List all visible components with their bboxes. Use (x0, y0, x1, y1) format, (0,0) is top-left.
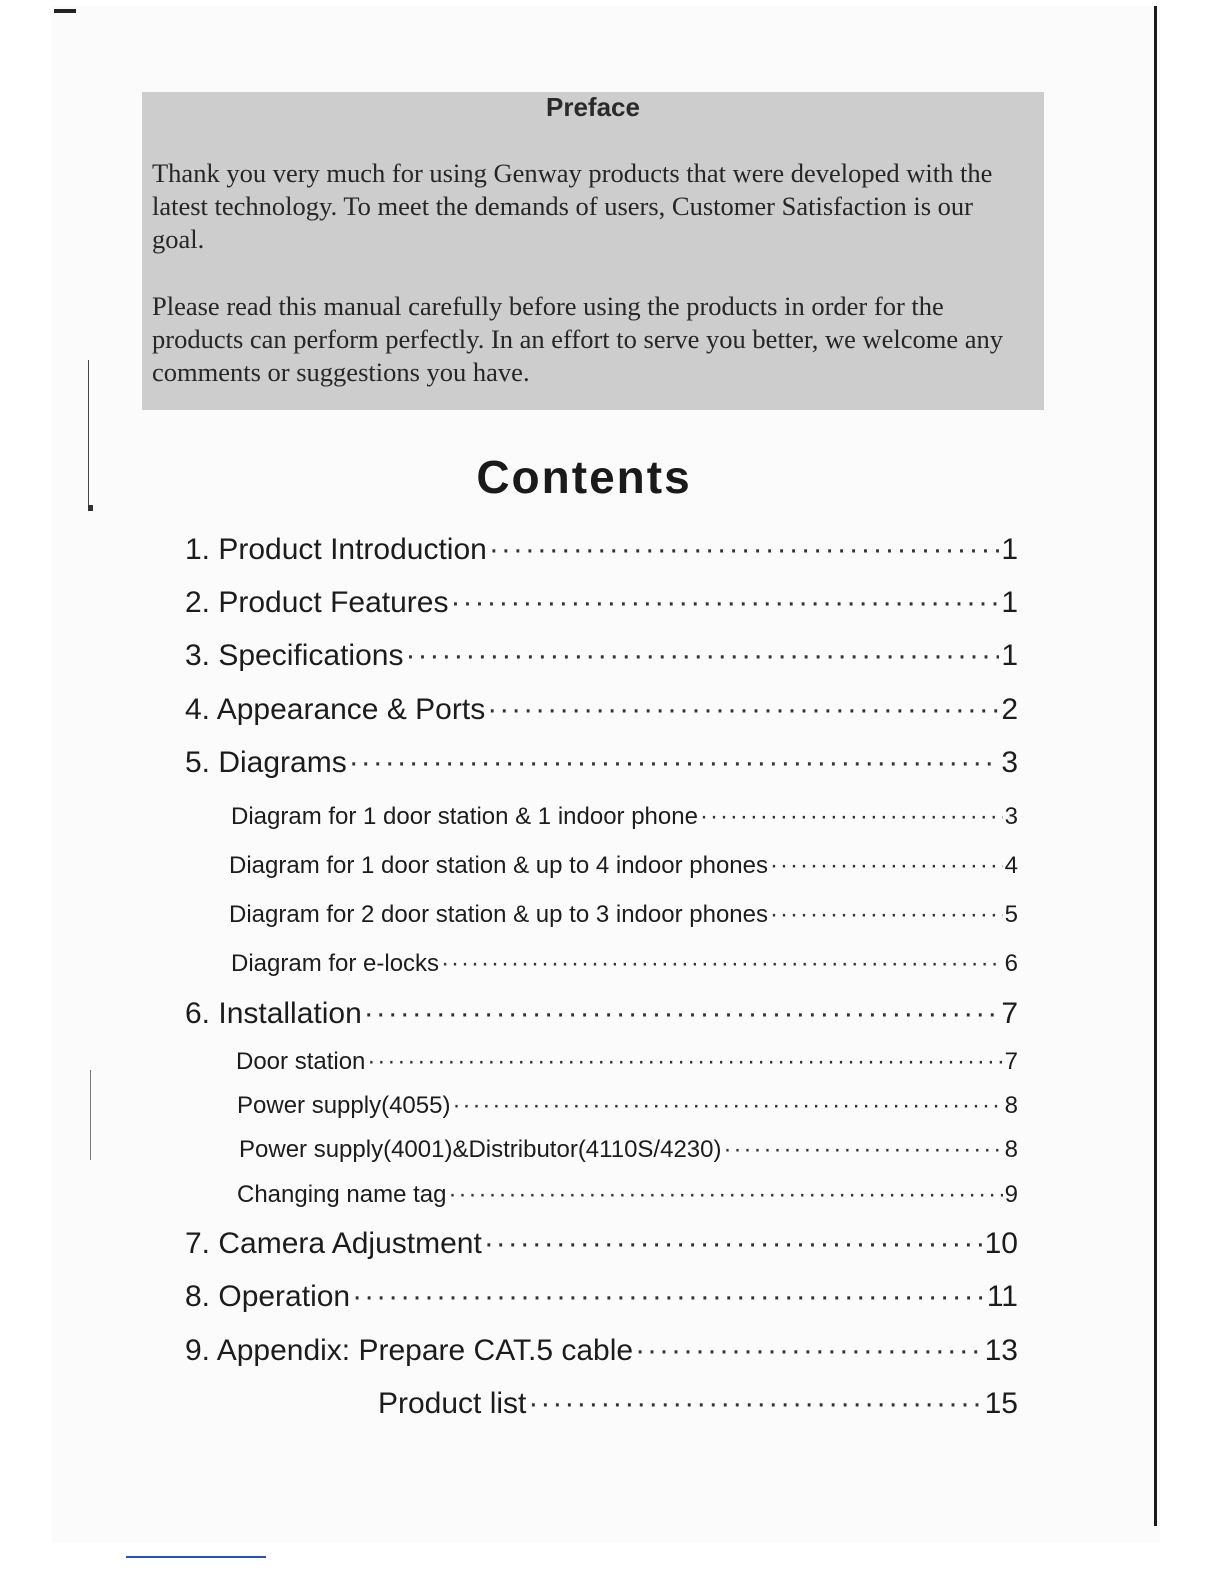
toc-entry-label: Diagram for 1 door station & up to 4 indoor phones (229, 852, 768, 879)
scan-mark (88, 505, 93, 511)
toc-subentry[interactable] (229, 852, 1018, 880)
dot-leader (723, 1136, 1002, 1164)
toc-entry-label: Product list (378, 1387, 527, 1420)
toc-subentry[interactable] (236, 1048, 1018, 1076)
toc-page-number: 11 (986, 1280, 1018, 1313)
dot-leader (448, 1181, 1002, 1209)
dot-leader (635, 1334, 983, 1368)
scan-edge-line (1154, 6, 1157, 1526)
toc-entry[interactable] (185, 693, 1018, 727)
toc-entry-label: 1. Product Introduction (185, 533, 487, 566)
toc-entry[interactable] (185, 1334, 1018, 1368)
dot-leader (770, 901, 1003, 929)
preface-paragraph: Thank you very much for using Genway products that were developed with the latest technology. To meet the demands of users, Customer Satisfaction is our goal. (152, 158, 993, 254)
dot-leader (367, 1048, 1002, 1076)
toc-page-number: 3 (1001, 746, 1018, 779)
toc-subentry[interactable] (231, 803, 1018, 831)
dot-leader (487, 693, 999, 727)
toc-entry[interactable] (185, 1227, 1018, 1261)
dot-leader (484, 1227, 983, 1261)
toc-page-number: 1 (1001, 639, 1018, 672)
preface-box (142, 92, 1044, 410)
toc-entry[interactable] (185, 586, 1018, 620)
dot-leader (528, 1387, 982, 1421)
dot-leader (450, 586, 999, 620)
dot-leader (770, 852, 1003, 880)
toc-page-number: 7 (1001, 997, 1018, 1030)
toc-entry[interactable] (185, 997, 1018, 1031)
toc-entry-label: 2. Product Features (185, 586, 449, 619)
toc-page-number: 1 (1001, 533, 1018, 566)
toc-page-number: 2 (1001, 693, 1018, 726)
toc-page-number: 15 (984, 1387, 1018, 1420)
dot-leader (364, 997, 1000, 1031)
toc-subentry[interactable] (231, 950, 1018, 978)
scan-mark (126, 1556, 266, 1558)
toc-page-number: 8 (1004, 1092, 1018, 1119)
scan-edge-line (90, 1070, 91, 1160)
toc-subentry[interactable] (237, 1181, 1018, 1209)
toc-entry[interactable] (378, 1387, 1018, 1421)
toc-entry-label: Diagram for 1 door station & 1 indoor phone (231, 803, 698, 830)
toc-page-number: 9 (1004, 1181, 1018, 1208)
toc-entry-label: 6. Installation (185, 997, 362, 1030)
dot-leader (700, 803, 1003, 831)
toc-entry[interactable] (185, 1280, 1018, 1314)
toc-entry-label: Power supply(4055) (237, 1092, 451, 1119)
toc-page-number: 5 (1004, 901, 1018, 928)
toc-entry-label: Changing name tag (237, 1181, 447, 1208)
dot-leader (349, 746, 1000, 780)
toc-entry[interactable] (185, 746, 1018, 780)
preface-paragraph: Please read this manual carefully before using the products in order for the products can perform perfectly. In an effort to serve you better, we welcome any comments or suggestions you have. (152, 291, 1004, 387)
toc-entry-label: Door station (236, 1048, 366, 1075)
toc-page-number: 10 (984, 1227, 1018, 1260)
toc-entry-label: Diagram for e-locks (231, 950, 440, 977)
toc-entry-label: Power supply(4001)&Distributor(4110S/4230) (239, 1136, 722, 1163)
toc-entry[interactable] (185, 639, 1018, 673)
dot-leader (452, 1092, 1002, 1120)
toc-entry-label: 9. Appendix: Prepare CAT.5 cable (185, 1334, 634, 1367)
toc-subentry[interactable] (239, 1136, 1018, 1164)
toc-entry[interactable] (185, 533, 1018, 567)
toc-entry-label: 7. Camera Adjustment (185, 1227, 482, 1260)
toc-entry-label: 8. Operation (185, 1280, 351, 1313)
toc-subentry[interactable] (229, 901, 1018, 929)
toc-entry-label: 4. Appearance & Ports (185, 693, 486, 726)
dot-leader (441, 950, 1003, 978)
contents-title: Contents (476, 451, 692, 503)
toc-page-number: 7 (1004, 1048, 1018, 1075)
toc-page-number: 13 (984, 1334, 1018, 1367)
toc-page-number: 4 (1004, 852, 1018, 879)
toc-page-number: 3 (1004, 803, 1018, 830)
toc-entry-label: 5. Diagrams (185, 746, 347, 779)
toc-page-number: 8 (1004, 1136, 1018, 1163)
preface-title: Preface (546, 92, 640, 122)
toc-subentry[interactable] (237, 1092, 1018, 1120)
dot-leader (352, 1280, 985, 1314)
dot-leader (405, 639, 999, 673)
toc-page-number: 6 (1004, 950, 1018, 977)
toc-entry-label: Diagram for 2 door station & up to 3 indoor phones (229, 901, 768, 928)
toc-entry-label: 3. Specifications (185, 639, 404, 672)
dot-leader (489, 533, 999, 567)
scan-mark (54, 9, 76, 13)
toc-page-number: 1 (1001, 586, 1018, 619)
